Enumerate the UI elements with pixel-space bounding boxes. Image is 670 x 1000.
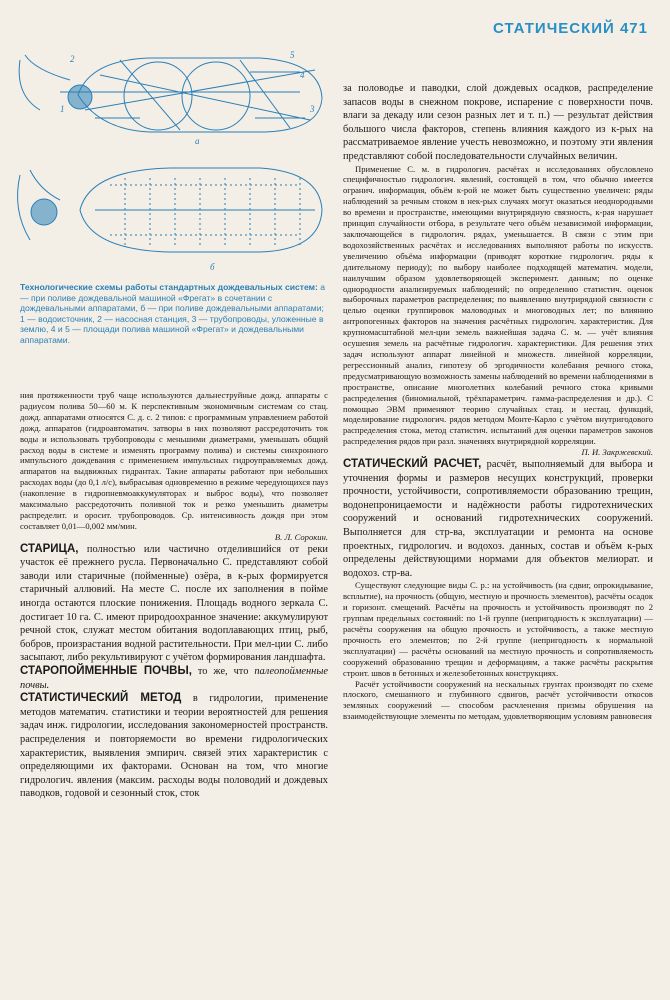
irrigation-scheme-figure — [0, 0, 340, 282]
entry-staticheskiy-raschet — [343, 458, 653, 580]
entry-heading: СТАРИЦА, — [20, 542, 79, 555]
page-header: СТАТИЧЕСКИЙ 471 — [493, 20, 648, 37]
right-paragraph: Существуют следующие виды С. р.: на устойчивость (на сдвиг, опрокидывание, всплытие), на прочность (общую, местную и прочность элементов), расчёты осадок и горизонт. смещений. Расчёты на прочность и устойчивость производят по 2 группам предельных состояний: по 1-й группе (непригодность к эксплуатации) — расчёты сооружения на общую прочность и устойчивость, а также местную прочность его элементов; по 2-й группе (непригодность к нормальной эксплуатации) — расчёты оснований на местную прочность и сопротивляемость сооружений образованию трещин и деформациям, а также расчёты раскрытия строит. швов в бетонных и железобетонных конструкциях. — [343, 580, 653, 678]
figure-label-5: 5 — [290, 50, 295, 60]
right-paragraph: Расчёт устойчивости сооружений на нескальных грунтах производят по схеме плоского, смешанного и глубинного сдвигов, расчёт устойчивости откосов земляных сооружений — способом расчленения призмы обрушения на взаимодействующие элементы по методам, удовлетворяющим условиям равновесия — [343, 678, 653, 722]
caption-body: а — при поливе дождевальной машиной «Фрегат» в сочетании с дождевальными аппаратами, б — при поливе дождевальными аппаратами; 1 — водоисточник, 2 — насосная станция, 3 — трубопроводы, уложенные в землю, 4 и 5 — площади полива машиной «Фрегат» и дождевальными аппаратами. — [20, 282, 326, 345]
author-signature: В. Л. Сорокин. — [274, 531, 328, 542]
author-signature: П. И. Закржевский. — [581, 447, 653, 458]
entry-text: в гидрологии, применение методов математич. статистики и теории вероятностей для решения задач инж. гидрологии, исследования закономерностей пространств. распределения и повторяемости во времени гидрологических характеристик, выявления эмпирич. связей этих характеристик с определяющими их факторами. Основан на том, что многие гидрологич. явления (максим. расходы воды половодий и дождевых паводков, годовой и сезонный сток, сток — [20, 693, 328, 800]
entry-text: то же, что — [191, 666, 255, 678]
figure-label-4: 4 — [300, 70, 305, 80]
entry-heading: СТАТИСТИЧЕСКИЙ МЕТОД — [20, 692, 182, 705]
left-paragraph: ния протяженности труб чаще используются дальнеструйные дожд. аппараты с радиусом полива 50—60 м. К перспективным экономичным системам со стац. дожд. аппаратами относятся С. д. с. 2 типов: с программным управлением работой дожд. аппаратов (гидроавтоматич. затворы в них позволяют рассредоточить ток воды и использовать трубопроводы с меньшими диаметрами, уменьшать общий расход воды в системе и изменять программу полива) и системы синхронного импульсного дождевания с применением импульсных гидроуправляемых дожд. аппаратов на выдвижных гидрантах. Такие аппараты работают при небольших расходах воды (до 0,1 л/с), выбрасывая одновременно в режиме чередующихся пауз (накопление в гидропневмоаккумуляторах и выброс воды), что позволяет максимально рассредоточить поливной ток и резко уменьшить диаметры распределит. и оросит. трубопроводов. Ср. интенсивность дождя при этом составляет 0,01—0,002 мм/мин. — [20, 390, 328, 531]
entry-statisticheskiy-metod — [20, 692, 328, 801]
entry-starica — [20, 543, 328, 665]
figure-label-2: 2 — [70, 54, 75, 64]
figure-label-a: а — [195, 136, 200, 146]
figure-caption — [20, 282, 328, 346]
right-paragraph-continued: за половодье и паводки, слой дождевых осадков, распределение запасов воды в снежном покрове, испарение с поверхности почв. влаги за декаду или сезон разных лет и т. п.) — результат действия большого числа факторов, степень влияния каждого из к-рых на рассматриваемое явление учесть невозможно, и поэтому эти явления представляют собой последовательности случайных величин. — [343, 83, 653, 162]
figure-label-1: 1 — [60, 104, 65, 114]
entry-crossref: палеопойменные почвы. — [20, 666, 328, 691]
caption-title: Технологические схемы работы стандартных дождевальных систем: — [20, 282, 318, 292]
right-paragraph: Применение С. м. в гидрологич. расчётах и исследованиях обусловлено специфичностью гидрологич. явлений, состоящей в том, что обычно имеется огранич. информация, объём к-рой не может быть существенно увеличен: ряды наблюдений за речным стоком в нек-рых случаях могут оказаться неоднородными во времени и пространстве, имеющими внутрирядную связность, к-рая нарушает принцип случайности отбора, в результате чего объём независимой информации, заключающейся в гидрологич. рядах, уменьшается. В связи с этим при водохозяйственных расчётах и исследованиях выполняют работы по искусств. увеличению объёма информации (приводят короткие гидрологич. ряды к длительному периоду); по выбору наиболее подходящей математич. модели, наилучшим образом удовлетворяющей эксперимент. данным; по оценке однородности анализируемых наблюдений; по определению статистич. оценок выборочных параметров распределения; по выявлению внутрирядной связности с целью оценки группировок маловодных и многоводных лет; по влиянию антропогенных факторов на значения расчётных гидрологич. характеристик. Для крупномасштабной мел-ции земель важнейшая задача С. м. — учёт влияния осушения земель на расчётные гидрологич. характеристики. Для решения этих задач используют аппарат линейной и множеств. линейной корреляции, регрессионный анализ, гипотезу об эргодичности колебания речного стока, предусматривающую возможность замены наблюдений во времени наблюдениями в пространстве, описание многолетних колебаний речного стока кривыми распределения (биномиальной, трёхпараметрич. гамма-распределения и др.). С помощью ЭВМ применяют теорию случайных стац. и нестац. функций, моделирование гидрологич. рядов методом Монте-Карло с учётом внутригодового распределения стока, метод статистич. испытаний для оценки параметров законов распределения рядов при разл. значениях внутрирядной корреляции. — [343, 163, 653, 447]
figure-label-b: б — [210, 262, 215, 272]
entry-text: полностью или частично отделившийся от реки участок её прежнего русла. Первоначально С. представляют собой заводи или старичные (пойменные) озёра, в к-рых формируется старичный аллювий. На месте С. после их заполнения в пойме иногда остаются плоские понижения. Площадь водного зеркала С. достигает 10 га. С. имеют природоохранное значение: аккумулируют речной сток, служат местом обитания водоплавающих птиц, рыб, бобров, произрастания водной растительности. При мел-ции С. либо засыпают, либо рекультивируют с учётом формирования ландшафта. — [20, 543, 328, 664]
entry-text: расчёт, выполняемый для выбора и уточнения формы и размеров несущих конструкций, проверки прочности, устойчивости, сопротивляемости образованию трещин, водонепроницаемости и надёжности работы гидротехнических сооружений и оснований гидротехнических сооружений. Выполняется для стр-ва, эксплуатации и ремонта на основе проектных, гидрологич. и водохоз. данных, состав и объём к-рых определены действующими нормами для объектов мелиорат. и водохоз. стр-ва. — [343, 459, 653, 579]
figure-label-3: 3 — [310, 104, 315, 114]
entry-heading: СТАТИЧЕСКИЙ РАСЧЕТ, — [343, 458, 482, 471]
entry-staropoymennye — [20, 665, 328, 692]
left-column — [20, 390, 328, 801]
entry-heading: СТАРОПОЙМЕННЫЕ ПОЧВЫ, — [20, 665, 192, 678]
right-column — [343, 82, 653, 722]
